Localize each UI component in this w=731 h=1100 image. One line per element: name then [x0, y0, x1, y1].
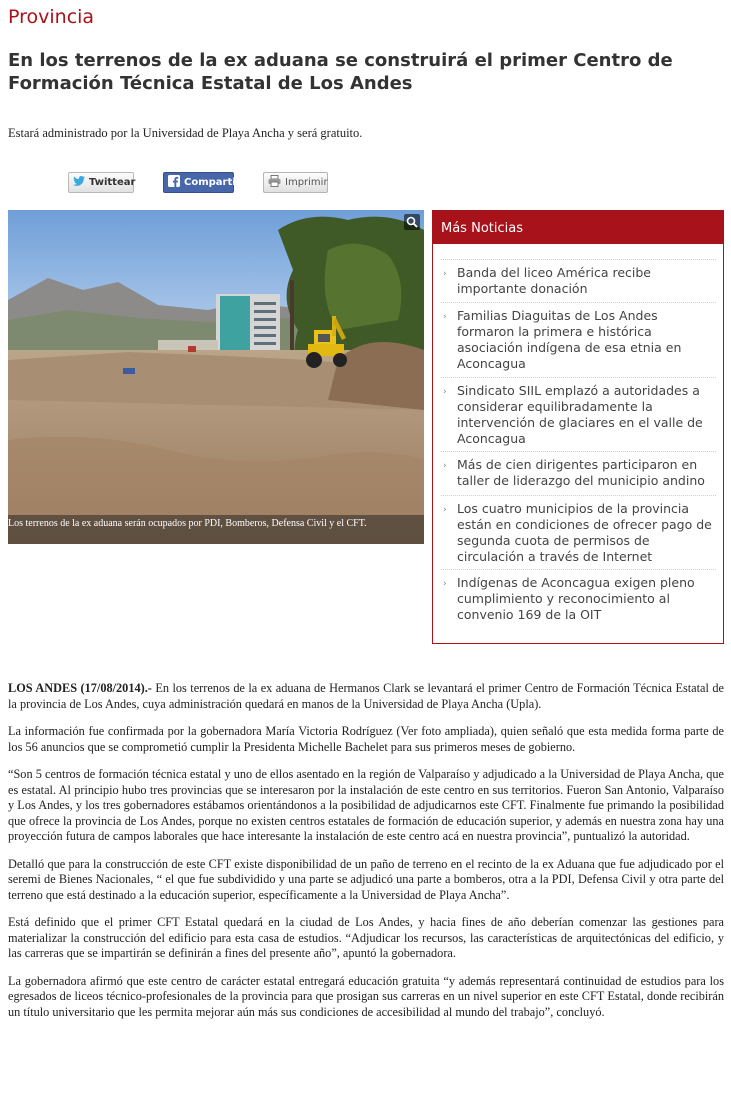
- print-button[interactable]: [263, 172, 328, 193]
- more-news-box: [432, 210, 724, 644]
- body-paragraph: Detalló que para la construcción de este CFT existe disponibilidad de un paño de terreno en el recinto de la ex Aduana que fue adjudicado por el seremi de Bienes Nacionales, “ el que fue subdividido y una parte se adjudicó una parte a bomberos, otra a la PDI, Defensa Civil y otra parte del terreno que está destinado a la educación superior, específicamente a la Universidad de Playa Ancha”.: [8, 856, 724, 902]
- news-link[interactable]: Los cuatro municipios de la provincia están en condiciones de ofrecer pago de segunda cuota de permisos de circulación a través de Internet: [457, 501, 712, 564]
- body-paragraph: [8, 681, 724, 712]
- more-news-title: Más Noticias: [433, 211, 723, 244]
- article-photo[interactable]: [8, 210, 424, 544]
- news-item[interactable]: [441, 377, 716, 447]
- arrow-icon: ›: [443, 505, 447, 515]
- news-item[interactable]: [441, 495, 716, 565]
- news-item[interactable]: [441, 569, 716, 623]
- printer-icon: [268, 175, 281, 190]
- article-subtitle: Estará administrado por la Universidad de Playa Ancha y será gratuito.: [8, 126, 363, 140]
- magnifier-icon: [404, 214, 420, 230]
- arrow-icon: ›: [443, 269, 447, 279]
- arrow-icon: ›: [443, 461, 447, 471]
- body-paragraph: La gobernadora afirmó que este centro de carácter estatal entregará educación gratuita “y además representará continuidad de estudios para los egresados de liceos técnico-profesionales de la provincia para que prosigan sus carreras en un nivel superior en este CFT Estatal, donde recibirán un título universitario que les permita mejorar aún más sus condiciones de accesibilidad al mundo del trabajo”, concluyó.: [8, 973, 724, 1019]
- article-body: [8, 681, 724, 1032]
- twitter-share-button[interactable]: [68, 172, 134, 193]
- paragraph-text: En los terrenos de la ex aduana de Hermanos Clark se levantará el primer Centro de Formación Técnica Estatal de la provincia de Los Andes, cuya administración quedará en manos de la Universidad de Playa Ancha (Upla).: [8, 681, 724, 711]
- arrow-icon: ›: [443, 312, 447, 322]
- news-link[interactable]: Familias Diaguitas de Los Andes formaron la primera e histórica asociación indígena de esa etnia en Aconcagua: [457, 308, 682, 371]
- zoom-button[interactable]: [404, 214, 420, 230]
- print-label: Imprimir: [285, 177, 328, 188]
- body-paragraph: “Son 5 centros de formación técnica estatal y uno de ellos asentado en la región de Valparaíso y adjudicado a la Universidad de Playa Ancha, que es estatal. Al principio hubo tres provincias que se interesaron por la instalación de este centro en sus territorios. Fueron San Antonio, Valparaíso y Los Andes, y los tres gobernadores estábamos orientándonos a la posibilidad de adjudicarnos este CFT. Finalmente fue primando la posibilidad que ofrece la provincia de Los Andes, porque no existen centros estatales de formación de educación superior, y además en nuestra zona hay una proyección futura de campos laborales que hace interesante la instalación de este centro acá en nuestra provincia”, puntualizó la autoridad.: [8, 767, 724, 843]
- arrow-icon: ›: [443, 387, 447, 397]
- dateline: LOS ANDES (17/08/2014).-: [8, 681, 152, 695]
- news-item[interactable]: [441, 451, 716, 489]
- section-title[interactable]: Provincia: [8, 6, 95, 28]
- arrow-icon: ›: [443, 579, 447, 589]
- news-item[interactable]: [441, 302, 716, 372]
- photo-caption: Los terrenos de la ex aduana serán ocupados por PDI, Bomberos, Defensa Civil y el CFT.: [8, 515, 424, 544]
- facebook-share-label: Compartir: [184, 177, 241, 188]
- news-link[interactable]: Más de cien dirigentes participaron en taller de liderazgo del municipio andino: [457, 457, 705, 488]
- news-link[interactable]: Sindicato SIIL emplazó a autoridades a considerar equilibradamente la intervención de glaciares en el valle de Aconcagua: [457, 383, 703, 446]
- body-paragraph: Está definido que el primer CFT Estatal quedará en la ciudad de Los Andes, y hacia fines de año deberían comenzar las gestiones para materializar la construcción del edificio para esta casa de estudios. “Adjudicar los recursos, las características de arquitectónicas del edificio, y las carreras que se impartirán se definirán a fines del presente año”, apuntó la gobernadora.: [8, 915, 724, 960]
- twitter-icon: [73, 176, 85, 189]
- news-link[interactable]: Indígenas de Aconcagua exigen pleno cumplimiento y reconocimiento al convenio 169 de la OIT: [457, 575, 695, 622]
- facebook-icon: [168, 175, 180, 190]
- news-item[interactable]: [441, 259, 716, 297]
- body-paragraph: La información fue confirmada por la gobernadora María Victoria Rodríguez (Ver foto ampliada), quien señaló que esta medida forma parte de los 56 anuncios que se comprometió cumplir la Presidenta Michelle Bachelet para sus primeros meses de gobierno.: [8, 724, 724, 754]
- twitter-share-label: Twittear: [89, 177, 136, 188]
- facebook-share-button[interactable]: [163, 172, 241, 193]
- article-headline: En los terrenos de la ex aduana se construirá el primer Centro de Formación Técnica Estatal de Los Andes: [8, 50, 673, 94]
- news-link[interactable]: Banda del liceo América recibe importante donación: [457, 265, 651, 296]
- construction-site-illustration: [8, 210, 424, 544]
